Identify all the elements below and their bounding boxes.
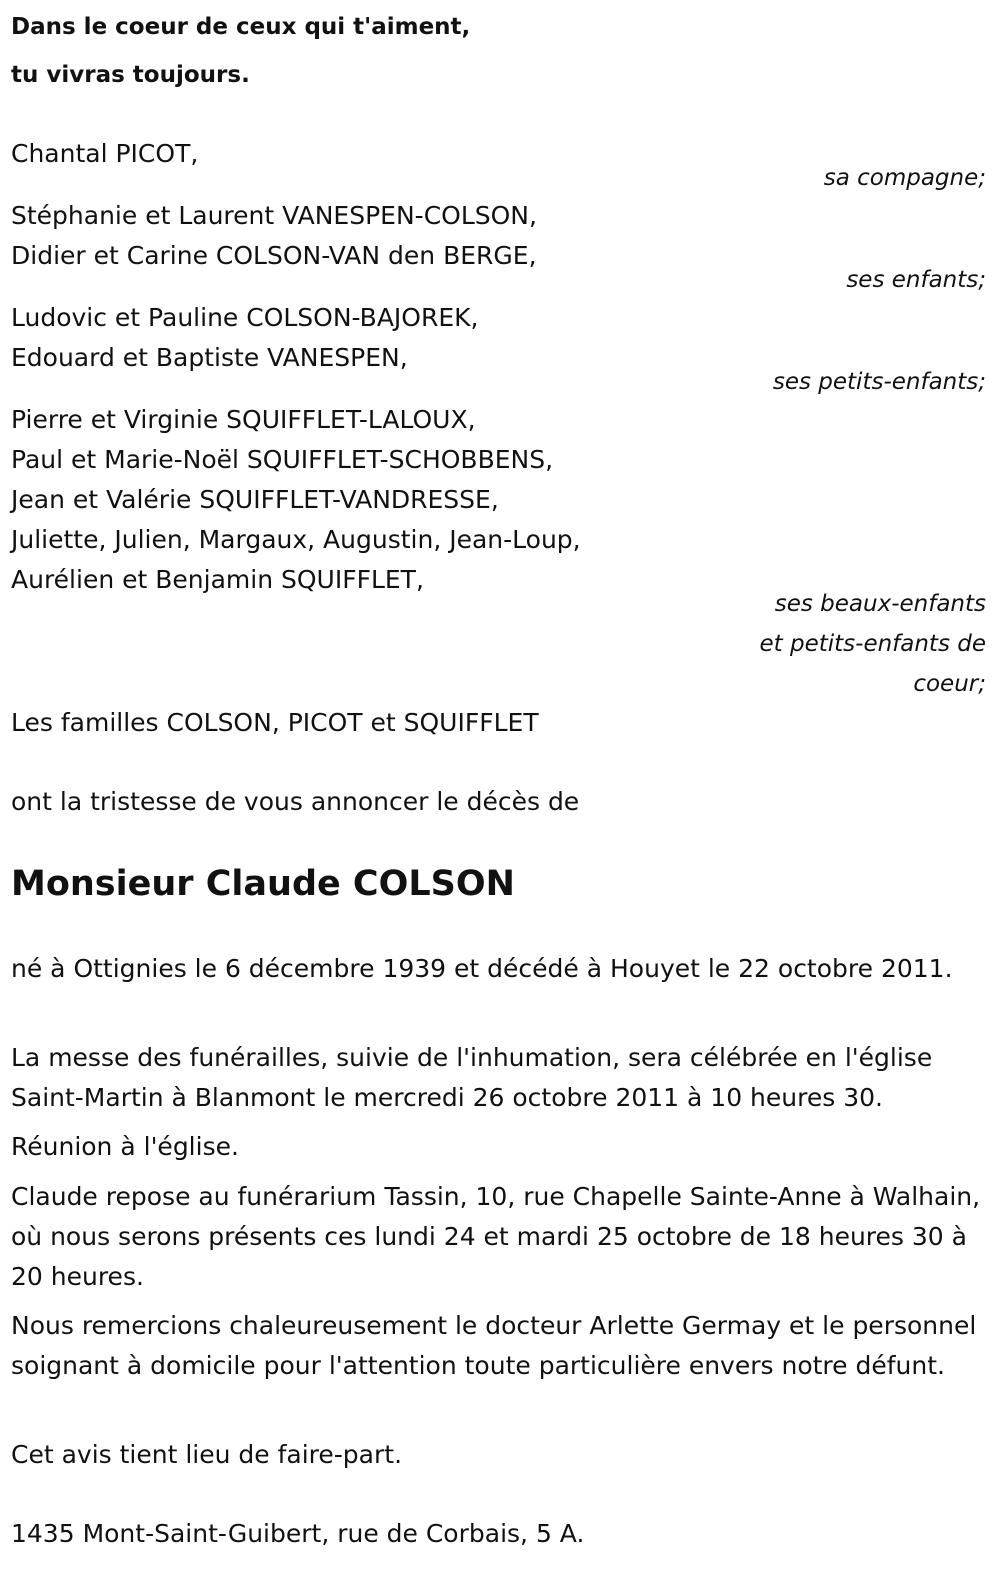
funeral-paragraph: La messe des funérailles, suivie de l'inhumation, sera célébrée en l'église Saint-Martin à Blanmont le mercredi 26 octobre 2011 à 10 heures 30. [11,1043,933,1112]
child-name: Stéphanie et Laurent VANESPEN-COLSON, [11,201,537,230]
epigraph-line-2: tu vivras toujours. [11,62,250,88]
companion-name: Chantal PICOT, [11,139,199,168]
step-child-name: Jean et Valérie SQUIFFLET-VANDRESSE, [11,485,499,514]
meeting-paragraph: Réunion à l'église. [11,1132,239,1161]
step-child-name: Paul et Marie-Noël SQUIFFLET-SCHOBBENS, [11,445,554,474]
grandchild-name: Edouard et Baptiste VANESPEN, [11,343,408,372]
address-line: 1435 Mont-Saint-Guibert, rue de Corbais, 5 A. [11,1519,585,1548]
step-child-name: Aurélien et Benjamin SQUIFFLET, [11,565,424,594]
announcement-line: ont la tristesse de vous annoncer le décès de [11,787,580,816]
grandchildren-role: ses petits-enfants; [772,369,986,395]
step-child-name: Juliette, Julien, Margaux, Augustin, Jean-Loup, [11,525,581,554]
child-name: Didier et Carine COLSON-VAN den BERGE, [11,241,537,270]
families-line: Les familles COLSON, PICOT et SQUIFFLET [11,708,539,737]
repose-paragraph: Claude repose au funérarium Tassin, 10, rue Chapelle Sainte-Anne à Walhain, où nous serons présents ces lundi 24 et mardi 25 octobre de 18 heures 30 à 20 heures. [11,1182,981,1291]
step-child-name: Pierre et Virginie SQUIFFLET-LALOUX, [11,405,476,434]
notice-paragraph: Cet avis tient lieu de faire-part. [11,1440,403,1469]
grandchild-name: Ludovic et Pauline COLSON-BAJOREK, [11,303,479,332]
children-role: ses enfants; [846,267,986,293]
companion-role: sa compagne; [823,165,986,191]
step-children-role: ses beaux-enfants [774,591,986,617]
deceased-name: Monsieur Claude COLSON [11,864,515,904]
thanks-paragraph: Nous remercions chaleureusement le docteur Arlette Germay et le personnel soignant à domicile pour l'attention toute particulière envers notre défunt. [11,1311,977,1380]
birth-death-paragraph: né à Ottignies le 6 décembre 1939 et décédé à Houyet le 22 octobre 2011. [11,954,953,983]
step-children-role: coeur; [913,671,986,697]
step-children-role: et petits-enfants de [759,631,986,657]
epigraph-line-1: Dans le coeur de ceux qui t'aiment, [11,14,471,40]
